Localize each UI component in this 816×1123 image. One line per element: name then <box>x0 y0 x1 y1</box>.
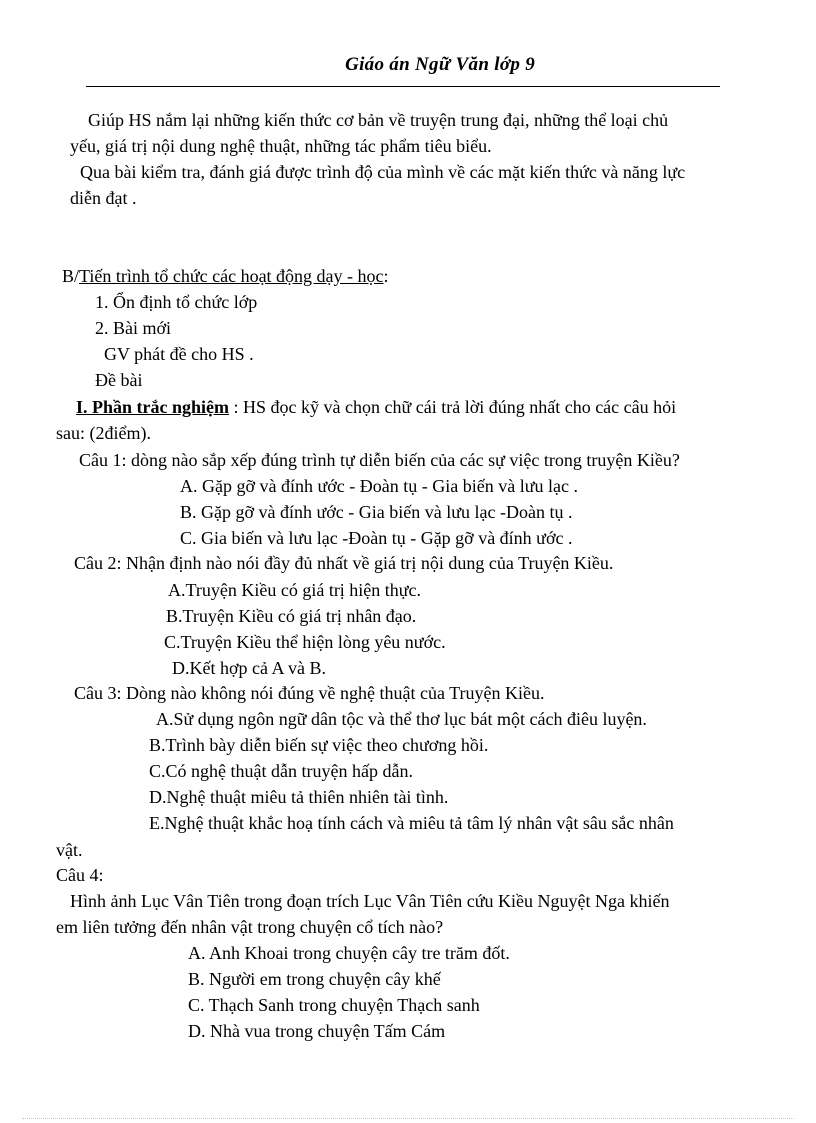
part1-instruction: : HS đọc kỹ và chọn chữ cái trả lời đúng nhất cho các câu hỏi <box>229 397 677 417</box>
answer-option: D. Nhà vua trong chuyện Tấm Cám <box>188 1021 446 1041</box>
objective-line: Giúp HS nắm lại những kiến thức cơ bản về truyện trung đại, những thể loại chủ <box>88 110 669 130</box>
step-item: 2. Bài mới <box>95 318 172 338</box>
answer-option: E.Nghệ thuật khắc hoạ tính cách và miêu tả tâm lý nhân vật sâu sắc nhân <box>149 813 674 833</box>
section-b-heading <box>62 265 389 287</box>
answer-option: A. Anh Khoai trong chuyện cây tre trăm đốt. <box>188 943 510 963</box>
objective-line: Qua bài kiểm tra, đánh giá được trình độ của mình về các mặt kiến thức và năng lực <box>80 162 686 182</box>
objective-line: yếu, giá trị nội dung nghệ thuật, những tác phẩm tiêu biểu. <box>70 136 492 156</box>
answer-option: B.Truyện Kiều có giá trị nhân đạo. <box>166 606 417 626</box>
de-bai-label: Đề bài <box>95 370 143 390</box>
section-b-prefix: B/ <box>62 266 80 286</box>
question-text: em liên tưởng đến nhân vật trong chuyện cổ tích nào? <box>56 917 444 937</box>
answer-option: C.Có nghệ thuật dẫn truyện hấp dẫn. <box>149 761 413 781</box>
answer-option: D.Nghệ thuật miêu tả thiên nhiên tài tình. <box>149 787 449 807</box>
gv-note: GV phát đề cho HS . <box>104 344 254 364</box>
part1-heading: I. Phần trắc nghiệm <box>76 397 229 417</box>
header-title: Giáo án Ngữ Văn lớp 9 <box>345 54 535 75</box>
answer-option-cont: vật. <box>56 840 83 860</box>
answer-option: D.Kết hợp cả A và B. <box>172 658 326 678</box>
answer-option: B. Gặp gỡ và đính ước - Gia biến và lưu lạc -Doàn tụ . <box>180 502 573 522</box>
answer-option: A.Truyện Kiều có giá trị hiện thực. <box>168 580 422 600</box>
question-text: Câu 1: dòng nào sắp xếp đúng trình tự diễn biến của các sự việc trong truyện Kiều? <box>79 450 680 470</box>
section-b-suffix: : <box>383 266 389 286</box>
answer-option: A. Gặp gỡ và đính ước - Đoàn tụ - Gia biến và lưu lạc . <box>180 476 578 496</box>
answer-option: C. Thạch Sanh trong chuyện Thạch sanh <box>188 995 480 1015</box>
step-item: 1. Ổn định tổ chức lớp <box>95 292 258 312</box>
answer-option: C.Truyện Kiều thể hiện lòng yêu nước. <box>164 632 446 652</box>
answer-option: A.Sử dụng ngôn ngữ dân tộc và thể thơ lục bát một cách điêu luyện. <box>156 709 647 729</box>
part1-heading-line <box>76 396 676 418</box>
question-label: Câu 4: <box>56 865 104 885</box>
page-bottom-border <box>22 1118 794 1119</box>
answer-option: B.Trình bày diễn biến sự việc theo chương hồi. <box>149 735 489 755</box>
answer-option: B. Người em trong chuyện cây khế <box>188 969 441 989</box>
answer-option: C. Gia biến và lưu lạc -Đoàn tụ - Gặp gỡ và đính ước . <box>180 528 573 548</box>
section-b-title: Tiến trình tổ chức các hoạt động dạy - học <box>79 266 384 286</box>
objective-line: diễn đạt . <box>70 188 137 208</box>
header-rule <box>86 86 720 87</box>
question-text: Câu 2: Nhận định nào nói đầy đủ nhất về giá trị nội dung của Truyện Kiều. <box>74 553 614 573</box>
part1-instruction-cont: sau: (2điểm). <box>56 423 151 443</box>
question-text: Hình ảnh Lục Vân Tiên trong đoạn trích Lục Vân Tiên cứu Kiều Nguyệt Nga khiến <box>70 891 670 911</box>
question-text: Câu 3: Dòng nào không nói đúng về nghệ thuật của Truyện Kiều. <box>74 683 545 703</box>
